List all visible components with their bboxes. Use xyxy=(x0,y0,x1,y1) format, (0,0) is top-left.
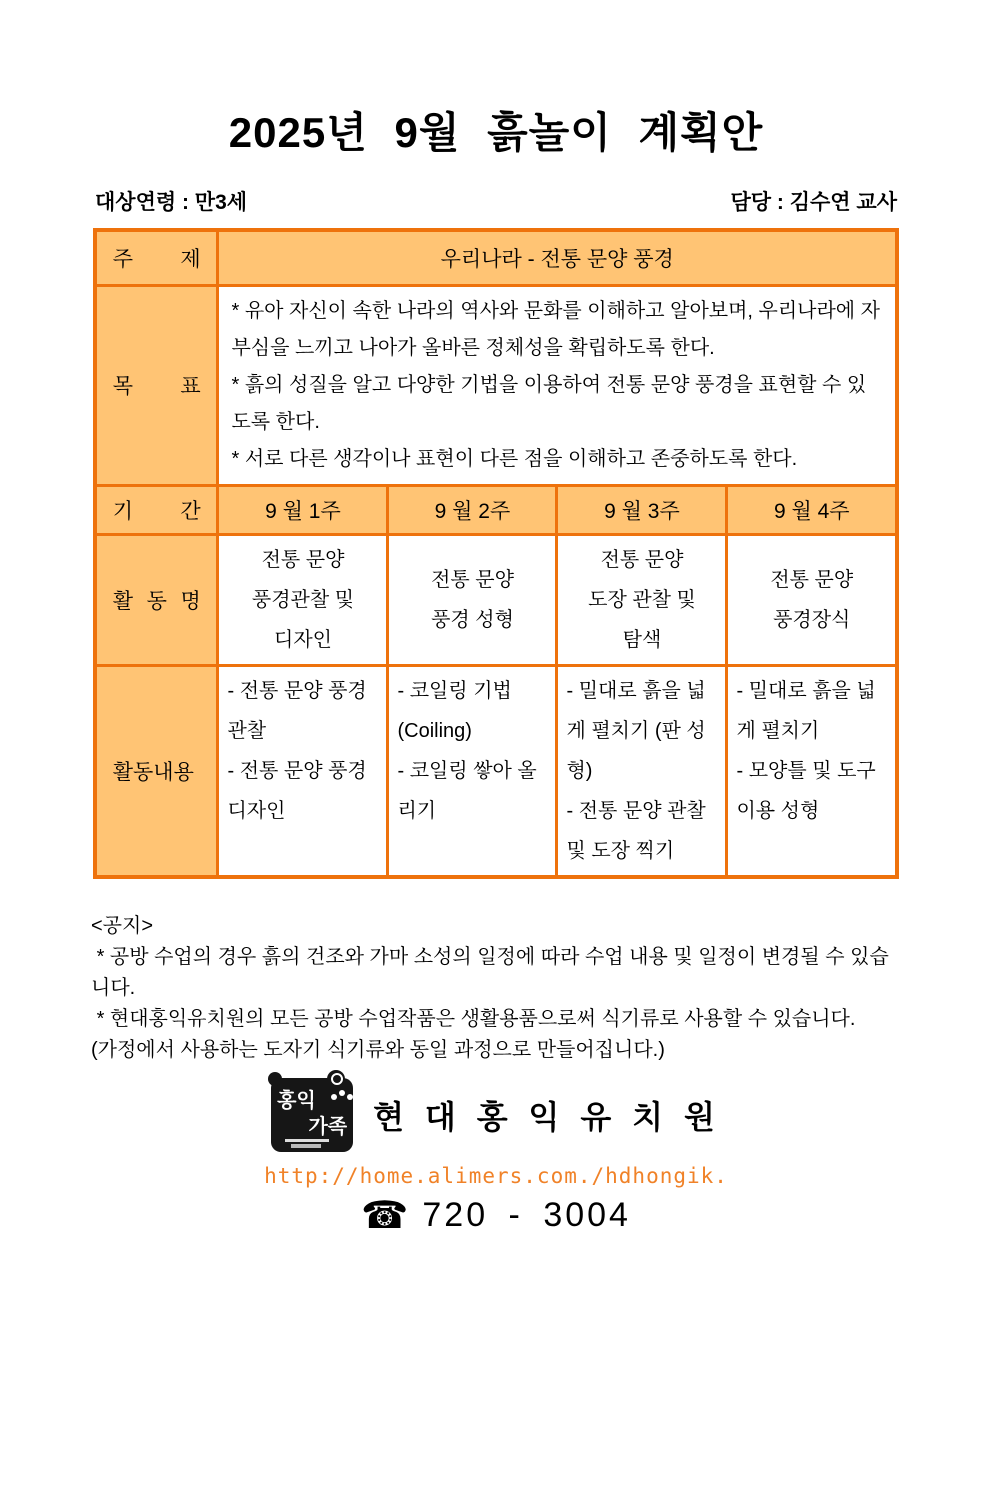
activity-content-label: 활동내용 xyxy=(112,760,194,784)
phone-row xyxy=(0,1196,992,1236)
activity-name-week-1 xyxy=(218,534,388,665)
activity-content-item: - 모양틀 및 도구이용 성형 xyxy=(736,759,876,822)
activity-name-line: 디자인 xyxy=(274,628,332,651)
activity-name-label: 활 동 명 xyxy=(112,589,201,613)
week-3-header: 9 월 3주 xyxy=(557,485,727,534)
notice-title: <공지> xyxy=(91,914,153,937)
activity-name-label-cell xyxy=(95,534,218,665)
theme-label-cell xyxy=(95,230,218,285)
phone-icon: ☎ xyxy=(361,1194,409,1237)
kindergarten-name: 현 대 홍 익 유 치 원 xyxy=(373,1098,721,1135)
theme-label: 주 제 xyxy=(112,247,201,271)
goal-label: 목 표 xyxy=(112,375,201,398)
activity-name-week-3 xyxy=(557,534,727,665)
activity-name-line: 풍경장식 xyxy=(773,608,851,631)
goal-row xyxy=(95,285,897,485)
activity-content-item: - 전통 문양 풍경 디자인 xyxy=(227,759,367,822)
target-age-label: 대상연령 : 만3세 xyxy=(95,191,248,214)
goal-item: * 유아 자신이 속한 나라의 역사와 문화를 이해하고 알아보며, 우리나라에 자부심을 느끼고 나아가 올바른 정체성을 확립하도록 한다. xyxy=(231,299,880,359)
logo-figure-icon xyxy=(339,1090,345,1096)
activity-name-line: 도장 관찰 및 xyxy=(588,588,696,611)
activity-content-week-2 xyxy=(388,665,557,877)
activity-content-item: - 코일링 기법 (Coiling) xyxy=(397,679,512,742)
activity-content-row xyxy=(95,665,897,877)
hongik-family-logo-icon xyxy=(271,1078,353,1152)
goal-label-cell xyxy=(95,285,218,485)
period-label-cell xyxy=(95,485,218,534)
activity-name-line: 전통 문양 xyxy=(770,568,854,591)
theme-value: 우리나라 - 전통 문양 풍경 xyxy=(218,230,897,285)
logo-figure-icon xyxy=(331,1073,343,1085)
activity-content-label-cell xyxy=(95,665,218,877)
logo-text-bottom: 가족 xyxy=(308,1115,348,1138)
logo-band xyxy=(285,1139,329,1142)
activity-content-item: - 전통 문양 관찰 및 도장 찍기 xyxy=(566,799,706,862)
subheader xyxy=(95,186,897,216)
phone-number: 720 - 3004 xyxy=(422,1196,631,1234)
activity-name-line: 풍경관찰 및 xyxy=(251,588,355,611)
activity-name-week-4 xyxy=(727,534,897,665)
teacher-label: 담당 : 김수연 교사 xyxy=(730,191,897,214)
week-1-header: 9 월 1주 xyxy=(218,485,388,534)
notice-section xyxy=(91,911,901,1066)
goal-item: * 서로 다른 생각이나 표현이 다른 점을 이해하고 존중하도록 한다. xyxy=(231,447,798,470)
period-row xyxy=(95,485,897,534)
activity-content-week-1 xyxy=(218,665,388,877)
activity-name-row xyxy=(95,534,897,665)
logo-band xyxy=(291,1144,321,1148)
activity-content-item: - 밀대로 흙을 넓게 펼치기 xyxy=(736,679,876,742)
activity-content-week-4 xyxy=(727,665,897,877)
notice-line-2: * 현대홍익유치원의 모든 공방 수업작품은 생활용품으로써 식기류로 사용할 수 있습니다. xyxy=(91,1007,856,1030)
activity-content-week-3 xyxy=(557,665,727,877)
page-title: 2025년 9월 흙놀이 계획안 xyxy=(228,109,764,156)
activity-name-line: 탐색 xyxy=(622,628,662,651)
week-4-header: 9 월 4주 xyxy=(727,485,897,534)
activity-name-line: 전통 문양 xyxy=(431,568,514,591)
goal-item: * 흙의 성질을 알고 다양한 기법을 이용하여 전통 문양 풍경을 표현할 수 있도록 한다. xyxy=(231,373,867,433)
activity-name-line: 풍경 성형 xyxy=(431,608,514,631)
activity-content-item: - 전통 문양 풍경관찰 xyxy=(227,679,367,742)
activity-name-line: 전통 문양 xyxy=(261,548,345,571)
website-url[interactable]: http://home.alimers.com./hdhongik. xyxy=(264,1163,728,1188)
activity-content-item: - 코일링 쌓아 올리기 xyxy=(397,759,537,822)
activity-name-line: 전통 문양 xyxy=(600,548,684,571)
activity-content-item: - 밀대로 흙을 넓게 펼치기 (판 성형) xyxy=(566,679,706,782)
monthly-plan-table xyxy=(93,228,899,879)
period-label: 기 간 xyxy=(112,499,201,523)
logo-text-top: 홍익 xyxy=(277,1089,316,1112)
week-2-header: 9 월 2주 xyxy=(388,485,557,534)
document-page xyxy=(0,100,992,1503)
notice-line-3: (가정에서 사용하는 도자기 식기류와 동일 과정으로 만들어집니다.) xyxy=(91,1038,665,1061)
footer-brand-row xyxy=(0,1078,992,1152)
theme-row xyxy=(95,230,897,285)
notice-line-1: * 공방 수업의 경우 흙의 건조와 가마 소성의 일정에 따라 수업 내용 및 일정이 변경될 수 있습니다. xyxy=(91,945,889,999)
goal-content xyxy=(218,285,897,485)
activity-name-week-2 xyxy=(388,534,557,665)
